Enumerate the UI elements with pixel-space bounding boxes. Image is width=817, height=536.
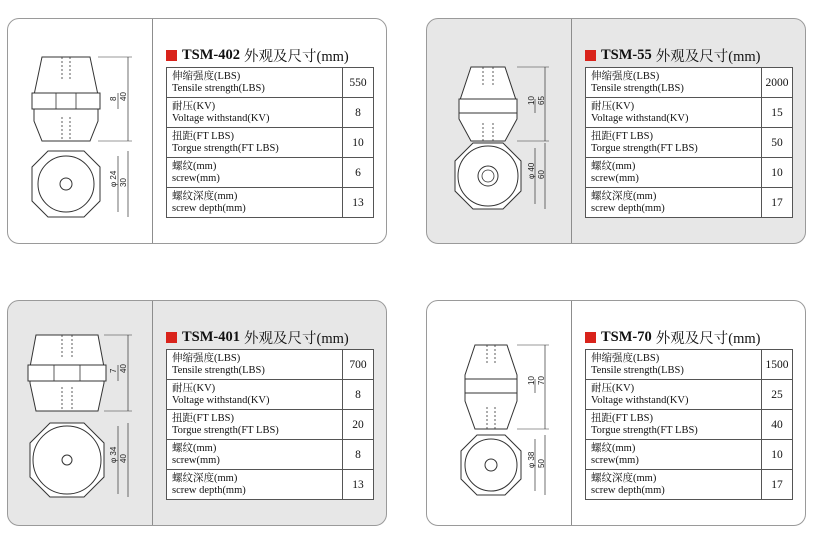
label-cn: 伸缩强度(LBS) <box>172 71 241 82</box>
label-en: Tensile strength(LBS) <box>172 82 265 94</box>
spec-row-tensile <box>586 350 793 380</box>
value-depth: 13 <box>343 470 374 500</box>
label-en: Voltage withstand(KV) <box>172 112 270 124</box>
dim-side-total: 40 <box>119 92 128 101</box>
value-voltage: 8 <box>343 98 374 128</box>
spec-row-torque <box>586 128 793 158</box>
card-divider <box>571 19 572 243</box>
label-en: Voltage withstand(KV) <box>591 394 689 406</box>
label-en: Tensile strength(LBS) <box>591 364 684 376</box>
value-depth: 17 <box>762 188 793 218</box>
value-voltage: 25 <box>762 380 793 410</box>
label-en: screw depth(mm) <box>591 484 665 496</box>
title-suffix: 外观及尺寸(mm) <box>655 331 761 347</box>
label-cn: 扭距(FT LBS) <box>172 131 234 142</box>
label-cn: 扭距(FT LBS) <box>591 413 653 424</box>
label-cn: 耐压(KV) <box>591 383 635 394</box>
label-en: screw(mm) <box>172 454 220 466</box>
insulator-drawing <box>431 305 567 523</box>
product-model: TSM-401 <box>182 329 240 345</box>
label-en: Torgue strength(FT LBS) <box>591 424 698 436</box>
label-en: screw(mm) <box>591 172 639 184</box>
spec-row-torque <box>586 410 793 440</box>
value-depth: 17 <box>762 470 793 500</box>
product-title <box>585 45 760 66</box>
label-cn: 螺纹(mm) <box>591 161 636 172</box>
title-suffix: 外观及尺寸(mm) <box>244 49 349 65</box>
spec-table <box>166 67 374 218</box>
spec-row-torque <box>167 410 374 440</box>
value-tensile: 700 <box>343 350 374 380</box>
dim-side-inner: 10 <box>527 376 536 385</box>
product-card-tsm402 <box>7 18 387 244</box>
spec-table <box>585 67 793 218</box>
label-en: Torgue strength(FT LBS) <box>172 424 279 436</box>
dim-top-inner: φ 38 <box>527 451 536 468</box>
product-title <box>166 327 349 348</box>
label-en: screw depth(mm) <box>591 202 665 214</box>
dim-side-total: 65 <box>537 96 546 105</box>
label-cn: 螺纹深度(mm) <box>172 473 238 484</box>
product-model: TSM-55 <box>601 47 652 63</box>
insulator-drawing <box>12 305 148 523</box>
spec-row-screw <box>167 158 374 188</box>
product-model: TSM-70 <box>601 329 652 345</box>
product-card-tsm401 <box>7 300 387 526</box>
label-cn: 螺纹深度(mm) <box>591 191 657 202</box>
dim-top-total: 40 <box>119 454 128 463</box>
value-tensile: 2000 <box>762 68 793 98</box>
dim-top-total: 50 <box>537 459 546 468</box>
label-cn: 耐压(KV) <box>591 101 635 112</box>
label-en: Voltage withstand(KV) <box>172 394 270 406</box>
label-cn: 螺纹(mm) <box>591 443 636 454</box>
dim-side-inner: 8 <box>109 96 118 101</box>
label-cn: 扭距(FT LBS) <box>591 131 653 142</box>
spec-row-depth <box>167 188 374 218</box>
value-tensile: 1500 <box>762 350 793 380</box>
value-screw: 10 <box>762 158 793 188</box>
spec-row-depth <box>586 188 793 218</box>
red-square-icon <box>585 332 596 343</box>
product-title <box>166 45 349 66</box>
spec-row-torque <box>167 128 374 158</box>
spec-row-tensile <box>167 68 374 98</box>
label-cn: 扭距(FT LBS) <box>172 413 234 424</box>
label-cn: 螺纹深度(mm) <box>591 473 657 484</box>
product-title <box>585 327 760 348</box>
title-suffix: 外观及尺寸(mm) <box>655 49 761 65</box>
spec-table <box>585 349 793 500</box>
value-voltage: 15 <box>762 98 793 128</box>
product-model: TSM-402 <box>182 47 240 63</box>
label-en: screw depth(mm) <box>172 202 246 214</box>
label-cn: 伸缩强度(LBS) <box>591 353 660 364</box>
label-en: Tensile strength(LBS) <box>172 364 265 376</box>
card-divider <box>152 19 153 243</box>
dim-side-total: 40 <box>119 364 128 373</box>
label-cn: 耐压(KV) <box>172 101 216 112</box>
value-depth: 13 <box>343 188 374 218</box>
product-card-tsm70 <box>426 300 806 526</box>
dim-top-total: 30 <box>119 178 128 187</box>
dim-top-inner: φ 24 <box>109 170 118 187</box>
dim-top-inner: φ 40 <box>527 162 536 179</box>
spec-row-screw <box>586 158 793 188</box>
spec-row-voltage <box>167 98 374 128</box>
label-cn: 伸缩强度(LBS) <box>172 353 241 364</box>
dim-side-inner: 10 <box>527 96 536 105</box>
card-divider <box>571 301 572 525</box>
red-square-icon <box>585 50 596 61</box>
value-screw: 6 <box>343 158 374 188</box>
label-cn: 螺纹深度(mm) <box>172 191 238 202</box>
label-en: screw depth(mm) <box>172 484 246 496</box>
red-square-icon <box>166 50 177 61</box>
dim-top-total: 60 <box>537 170 546 179</box>
label-en: Torgue strength(FT LBS) <box>172 142 279 154</box>
spec-row-depth <box>167 470 374 500</box>
spec-row-screw <box>167 440 374 470</box>
label-en: Torgue strength(FT LBS) <box>591 142 698 154</box>
value-voltage: 8 <box>343 380 374 410</box>
label-cn: 伸缩强度(LBS) <box>591 71 660 82</box>
product-card-tsm55 <box>426 18 806 244</box>
spec-row-screw <box>586 440 793 470</box>
label-cn: 耐压(KV) <box>172 383 216 394</box>
dim-side-total: 70 <box>537 376 546 385</box>
title-suffix: 外观及尺寸(mm) <box>244 331 349 347</box>
dim-side-inner: 7 <box>109 368 118 373</box>
value-tensile: 550 <box>343 68 374 98</box>
spec-row-tensile <box>586 68 793 98</box>
spec-row-voltage <box>167 380 374 410</box>
value-torque: 10 <box>343 128 374 158</box>
spec-row-voltage <box>586 380 793 410</box>
dim-top-inner: φ 34 <box>109 446 118 463</box>
spec-row-depth <box>586 470 793 500</box>
spec-row-tensile <box>167 350 374 380</box>
label-cn: 螺纹(mm) <box>172 161 217 172</box>
spec-row-voltage <box>586 98 793 128</box>
label-cn: 螺纹(mm) <box>172 443 217 454</box>
label-en: screw(mm) <box>172 172 220 184</box>
value-screw: 8 <box>343 440 374 470</box>
label-en: screw(mm) <box>591 454 639 466</box>
value-torque: 40 <box>762 410 793 440</box>
label-en: Tensile strength(LBS) <box>591 82 684 94</box>
value-torque: 50 <box>762 128 793 158</box>
insulator-drawing <box>12 23 148 241</box>
spec-table <box>166 349 374 500</box>
label-en: Voltage withstand(KV) <box>591 112 689 124</box>
card-divider <box>152 301 153 525</box>
value-torque: 20 <box>343 410 374 440</box>
red-square-icon <box>166 332 177 343</box>
insulator-drawing <box>431 23 567 241</box>
value-screw: 10 <box>762 440 793 470</box>
